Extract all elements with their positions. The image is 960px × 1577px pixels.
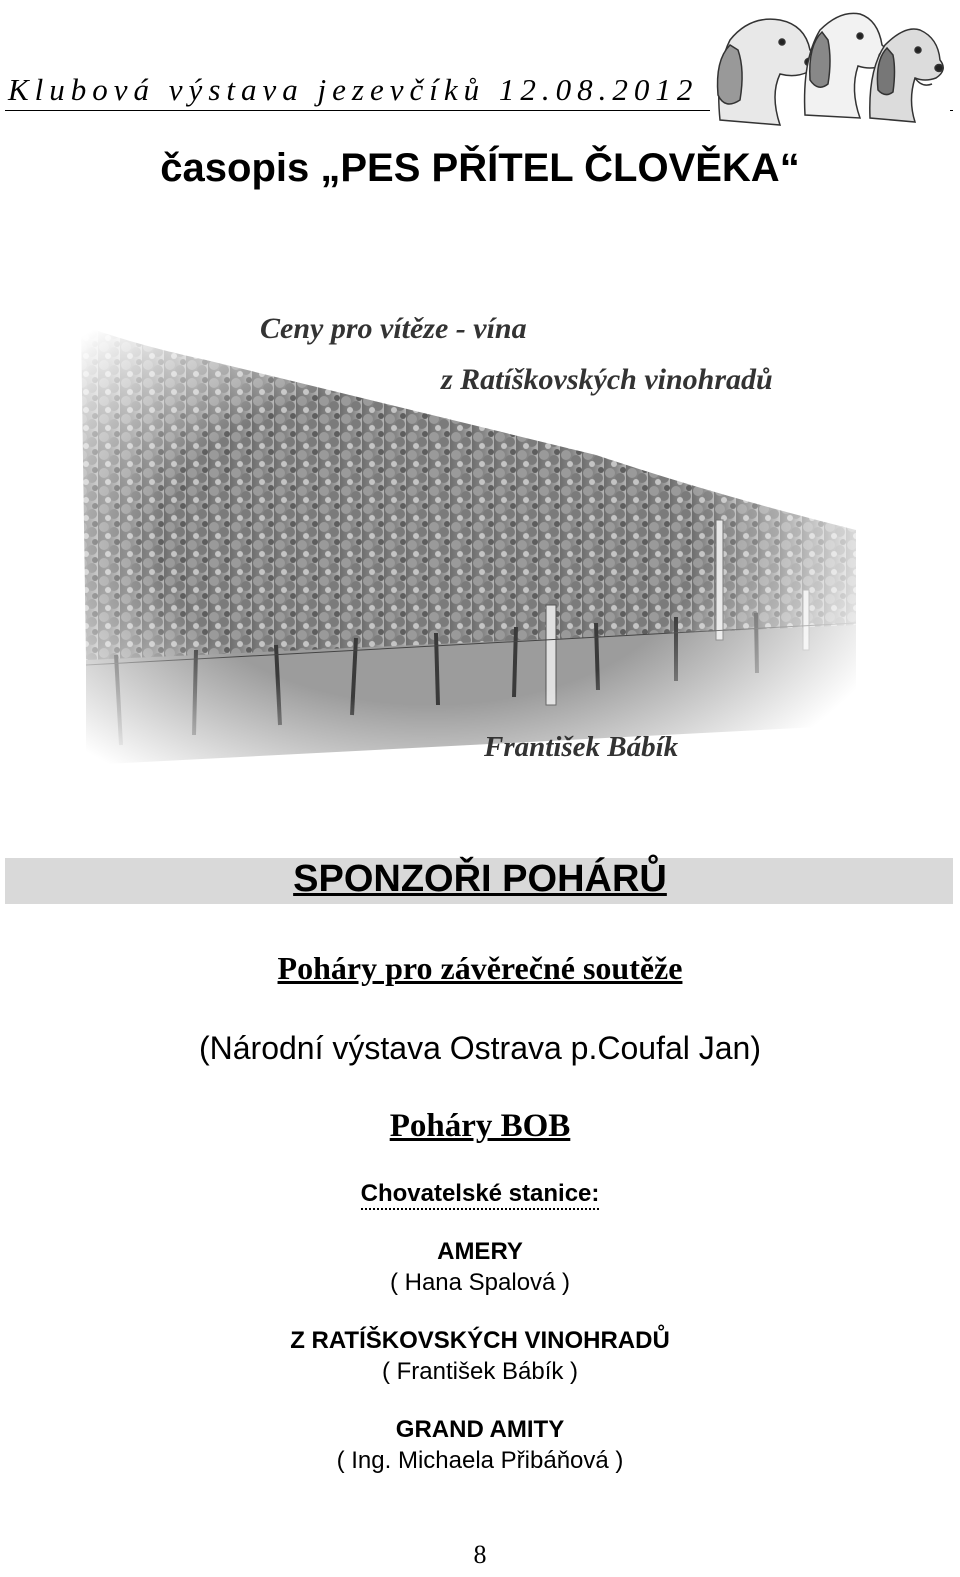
page-number: 8 [473,1540,487,1569]
prize-caption-line2: z Ratíškovských vinohradů [441,363,773,396]
sponsors-title: SPONZOŘI POHÁRŮ [293,858,667,900]
final-cups-heading: Poháry pro závěrečné soutěže [277,950,683,986]
kennel-owner: ( František Bábík ) [381,1358,579,1385]
prize-sponsor-name: František Bábík [484,731,679,763]
kennel-owner: ( Ing. Michaela Přibáňová ) [336,1447,624,1474]
kennel-name: Z RATÍŠKOVSKÝCH VINOHRADŮ [290,1327,670,1354]
document-header-title: Klubová výstava jezevčíků 12.08.2012 [8,72,699,107]
dachshund-logo-icon [710,0,950,132]
national-show-note: (Národní výstava Ostrava p.Coufal Jan) [198,1030,761,1066]
kennels-label: Chovatelské stanice: [0,1180,960,1208]
kennel-owner: ( Hana Spalová ) [389,1269,571,1296]
magazine-title: časopis „PES PŘÍTEL ČLOVĚKA“ [160,146,800,190]
prize-caption-line1: Ceny pro vítěze - vína [260,312,527,345]
bob-cups-heading: Poháry BOB [389,1108,571,1144]
kennel-name: GRAND AMITY [395,1416,565,1443]
kennel-name: AMERY [437,1238,523,1265]
